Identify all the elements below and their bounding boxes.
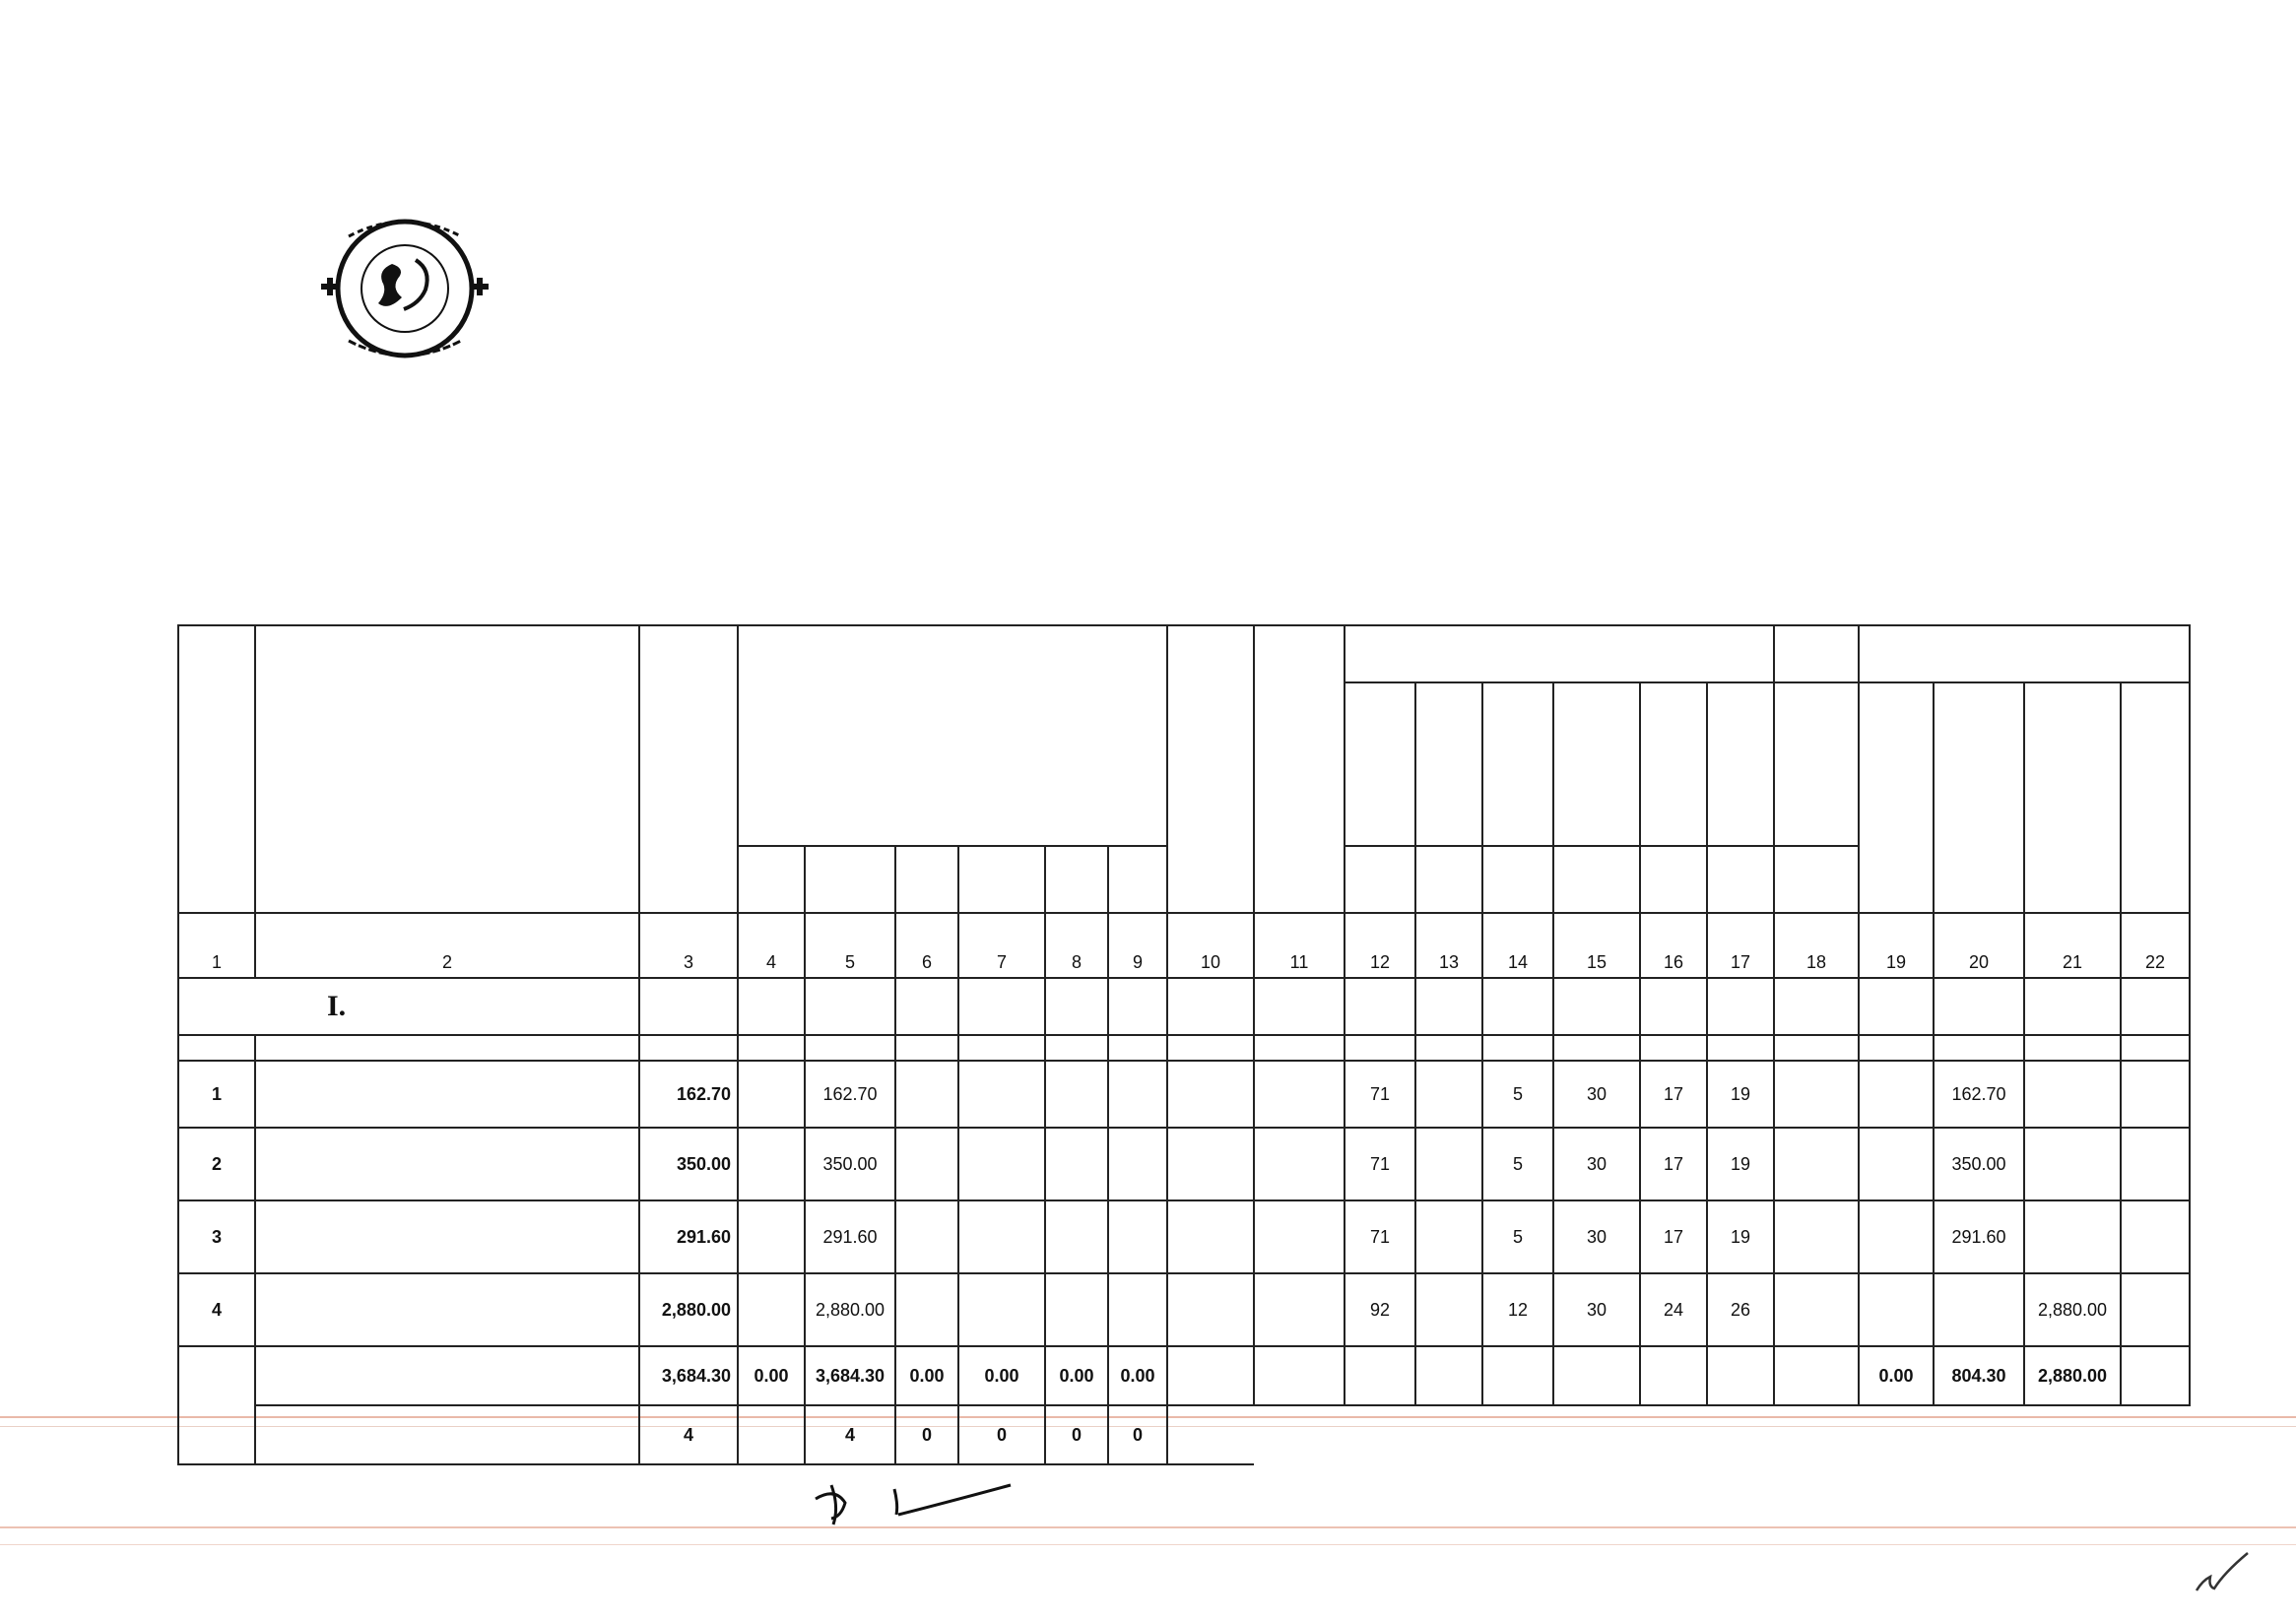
days-value: 5 bbox=[1482, 1200, 1553, 1273]
table-row bbox=[178, 1200, 2190, 1273]
total-planned-count: 4 bbox=[639, 1405, 738, 1464]
col-num: 11 bbox=[1254, 913, 1345, 978]
total-planned-value: 3,684.30 bbox=[639, 1346, 738, 1405]
planned-value: 350.00 bbox=[639, 1128, 738, 1200]
days-value: 19 bbox=[1707, 1128, 1774, 1200]
total-count-value: 0 bbox=[1045, 1405, 1108, 1464]
source-value: 350.00 bbox=[805, 1128, 895, 1200]
total-source-value: 0.00 bbox=[1108, 1346, 1167, 1405]
days-value: 5 bbox=[1482, 1128, 1553, 1200]
total-count-row bbox=[178, 1405, 2190, 1464]
row-number: 4 bbox=[178, 1273, 255, 1346]
total-source-value: 0.00 bbox=[958, 1346, 1045, 1405]
days-value: 19 bbox=[1707, 1061, 1774, 1128]
total-value-row bbox=[178, 1346, 2190, 1405]
column-number-row bbox=[178, 913, 2190, 978]
col-num: 8 bbox=[1045, 913, 1108, 978]
days-value: 30 bbox=[1553, 1273, 1640, 1346]
total-count-value: 4 bbox=[805, 1405, 895, 1464]
col-num: 2 bbox=[255, 913, 639, 978]
col-num: 12 bbox=[1345, 913, 1415, 978]
total-count-value: 0 bbox=[895, 1405, 958, 1464]
days-value: 17 bbox=[1640, 1200, 1707, 1273]
total-source-value: 3,684.30 bbox=[805, 1346, 895, 1405]
row-number: 2 bbox=[178, 1128, 255, 1200]
total-quarter-value: 2,880.00 bbox=[2024, 1346, 2121, 1405]
col-num: 19 bbox=[1859, 913, 1934, 978]
days-value: 5 bbox=[1482, 1061, 1553, 1128]
days-value: 17 bbox=[1640, 1061, 1707, 1128]
days-value bbox=[1415, 1061, 1482, 1128]
source-value: 2,880.00 bbox=[805, 1273, 895, 1346]
col-num: 14 bbox=[1482, 913, 1553, 978]
days-value: 30 bbox=[1553, 1200, 1640, 1273]
corner-mark bbox=[2195, 1551, 2250, 1594]
table-row bbox=[178, 1128, 2190, 1200]
planned-value: 291.60 bbox=[639, 1200, 738, 1273]
col-num: 6 bbox=[895, 913, 958, 978]
row-number: 3 bbox=[178, 1200, 255, 1273]
total-source-value: 0.00 bbox=[738, 1346, 805, 1405]
quarter-value bbox=[1934, 1273, 2024, 1346]
table-row bbox=[178, 1273, 2190, 1346]
days-value: 71 bbox=[1345, 1200, 1415, 1273]
row-number: 1 bbox=[178, 1061, 255, 1128]
header-row-1 bbox=[178, 625, 2190, 682]
procurement-plan-table bbox=[177, 624, 2191, 1465]
col-num: 15 bbox=[1553, 913, 1640, 978]
quarter-value bbox=[2024, 1200, 2121, 1273]
col-num: 4 bbox=[738, 913, 805, 978]
col-num: 5 bbox=[805, 913, 895, 978]
table-row bbox=[178, 1061, 2190, 1128]
quarter-value: 291.60 bbox=[1934, 1200, 2024, 1273]
col-num: 17 bbox=[1707, 913, 1774, 978]
days-value: 24 bbox=[1640, 1273, 1707, 1346]
source-value: 162.70 bbox=[805, 1061, 895, 1128]
quarter-value: 350.00 bbox=[1934, 1128, 2024, 1200]
planned-value: 2,880.00 bbox=[639, 1273, 738, 1346]
days-value bbox=[1415, 1128, 1482, 1200]
source-value: 291.60 bbox=[805, 1200, 895, 1273]
total-source-value: 0.00 bbox=[1045, 1346, 1108, 1405]
days-value bbox=[1415, 1200, 1482, 1273]
days-value bbox=[1415, 1273, 1482, 1346]
quarter-value bbox=[2024, 1128, 2121, 1200]
total-count-value: 0 bbox=[958, 1405, 1045, 1464]
days-value: 30 bbox=[1553, 1128, 1640, 1200]
days-value: 30 bbox=[1553, 1061, 1640, 1128]
total-count-value: 0 bbox=[1108, 1405, 1167, 1464]
col-num: 18 bbox=[1774, 913, 1859, 978]
hospital-seal-logo bbox=[301, 215, 508, 362]
days-value: 19 bbox=[1707, 1200, 1774, 1273]
quarter-value: 2,880.00 bbox=[2024, 1273, 2121, 1346]
col-num: 16 bbox=[1640, 913, 1707, 978]
quarter-value bbox=[2024, 1061, 2121, 1128]
scan-rule-4 bbox=[0, 1544, 2296, 1545]
scan-rule-3 bbox=[0, 1526, 2296, 1528]
col-num: 10 bbox=[1167, 913, 1254, 978]
section-heading: I. bbox=[178, 978, 639, 1035]
col-num: 22 bbox=[2121, 913, 2190, 978]
total-quarter-value: 0.00 bbox=[1859, 1346, 1934, 1405]
col-num: 20 bbox=[1934, 913, 2024, 978]
quarter-value: 162.70 bbox=[1934, 1061, 2024, 1128]
total-source-value: 0.00 bbox=[895, 1346, 958, 1405]
col-num: 9 bbox=[1108, 913, 1167, 978]
col-num: 13 bbox=[1415, 913, 1482, 978]
days-value: 12 bbox=[1482, 1273, 1553, 1346]
days-value: 71 bbox=[1345, 1061, 1415, 1128]
total-quarter-value: 804.30 bbox=[1934, 1346, 2024, 1405]
planned-value: 162.70 bbox=[639, 1061, 738, 1128]
col-num: 3 bbox=[639, 913, 738, 978]
col-num: 7 bbox=[958, 913, 1045, 978]
spacer-row bbox=[178, 1035, 2190, 1061]
col-num: 1 bbox=[178, 913, 255, 978]
col-num: 21 bbox=[2024, 913, 2121, 978]
section-row bbox=[178, 978, 2190, 1035]
days-value: 71 bbox=[1345, 1128, 1415, 1200]
days-value: 92 bbox=[1345, 1273, 1415, 1346]
days-value: 26 bbox=[1707, 1273, 1774, 1346]
days-value: 17 bbox=[1640, 1128, 1707, 1200]
handwritten-initials bbox=[812, 1477, 1018, 1526]
